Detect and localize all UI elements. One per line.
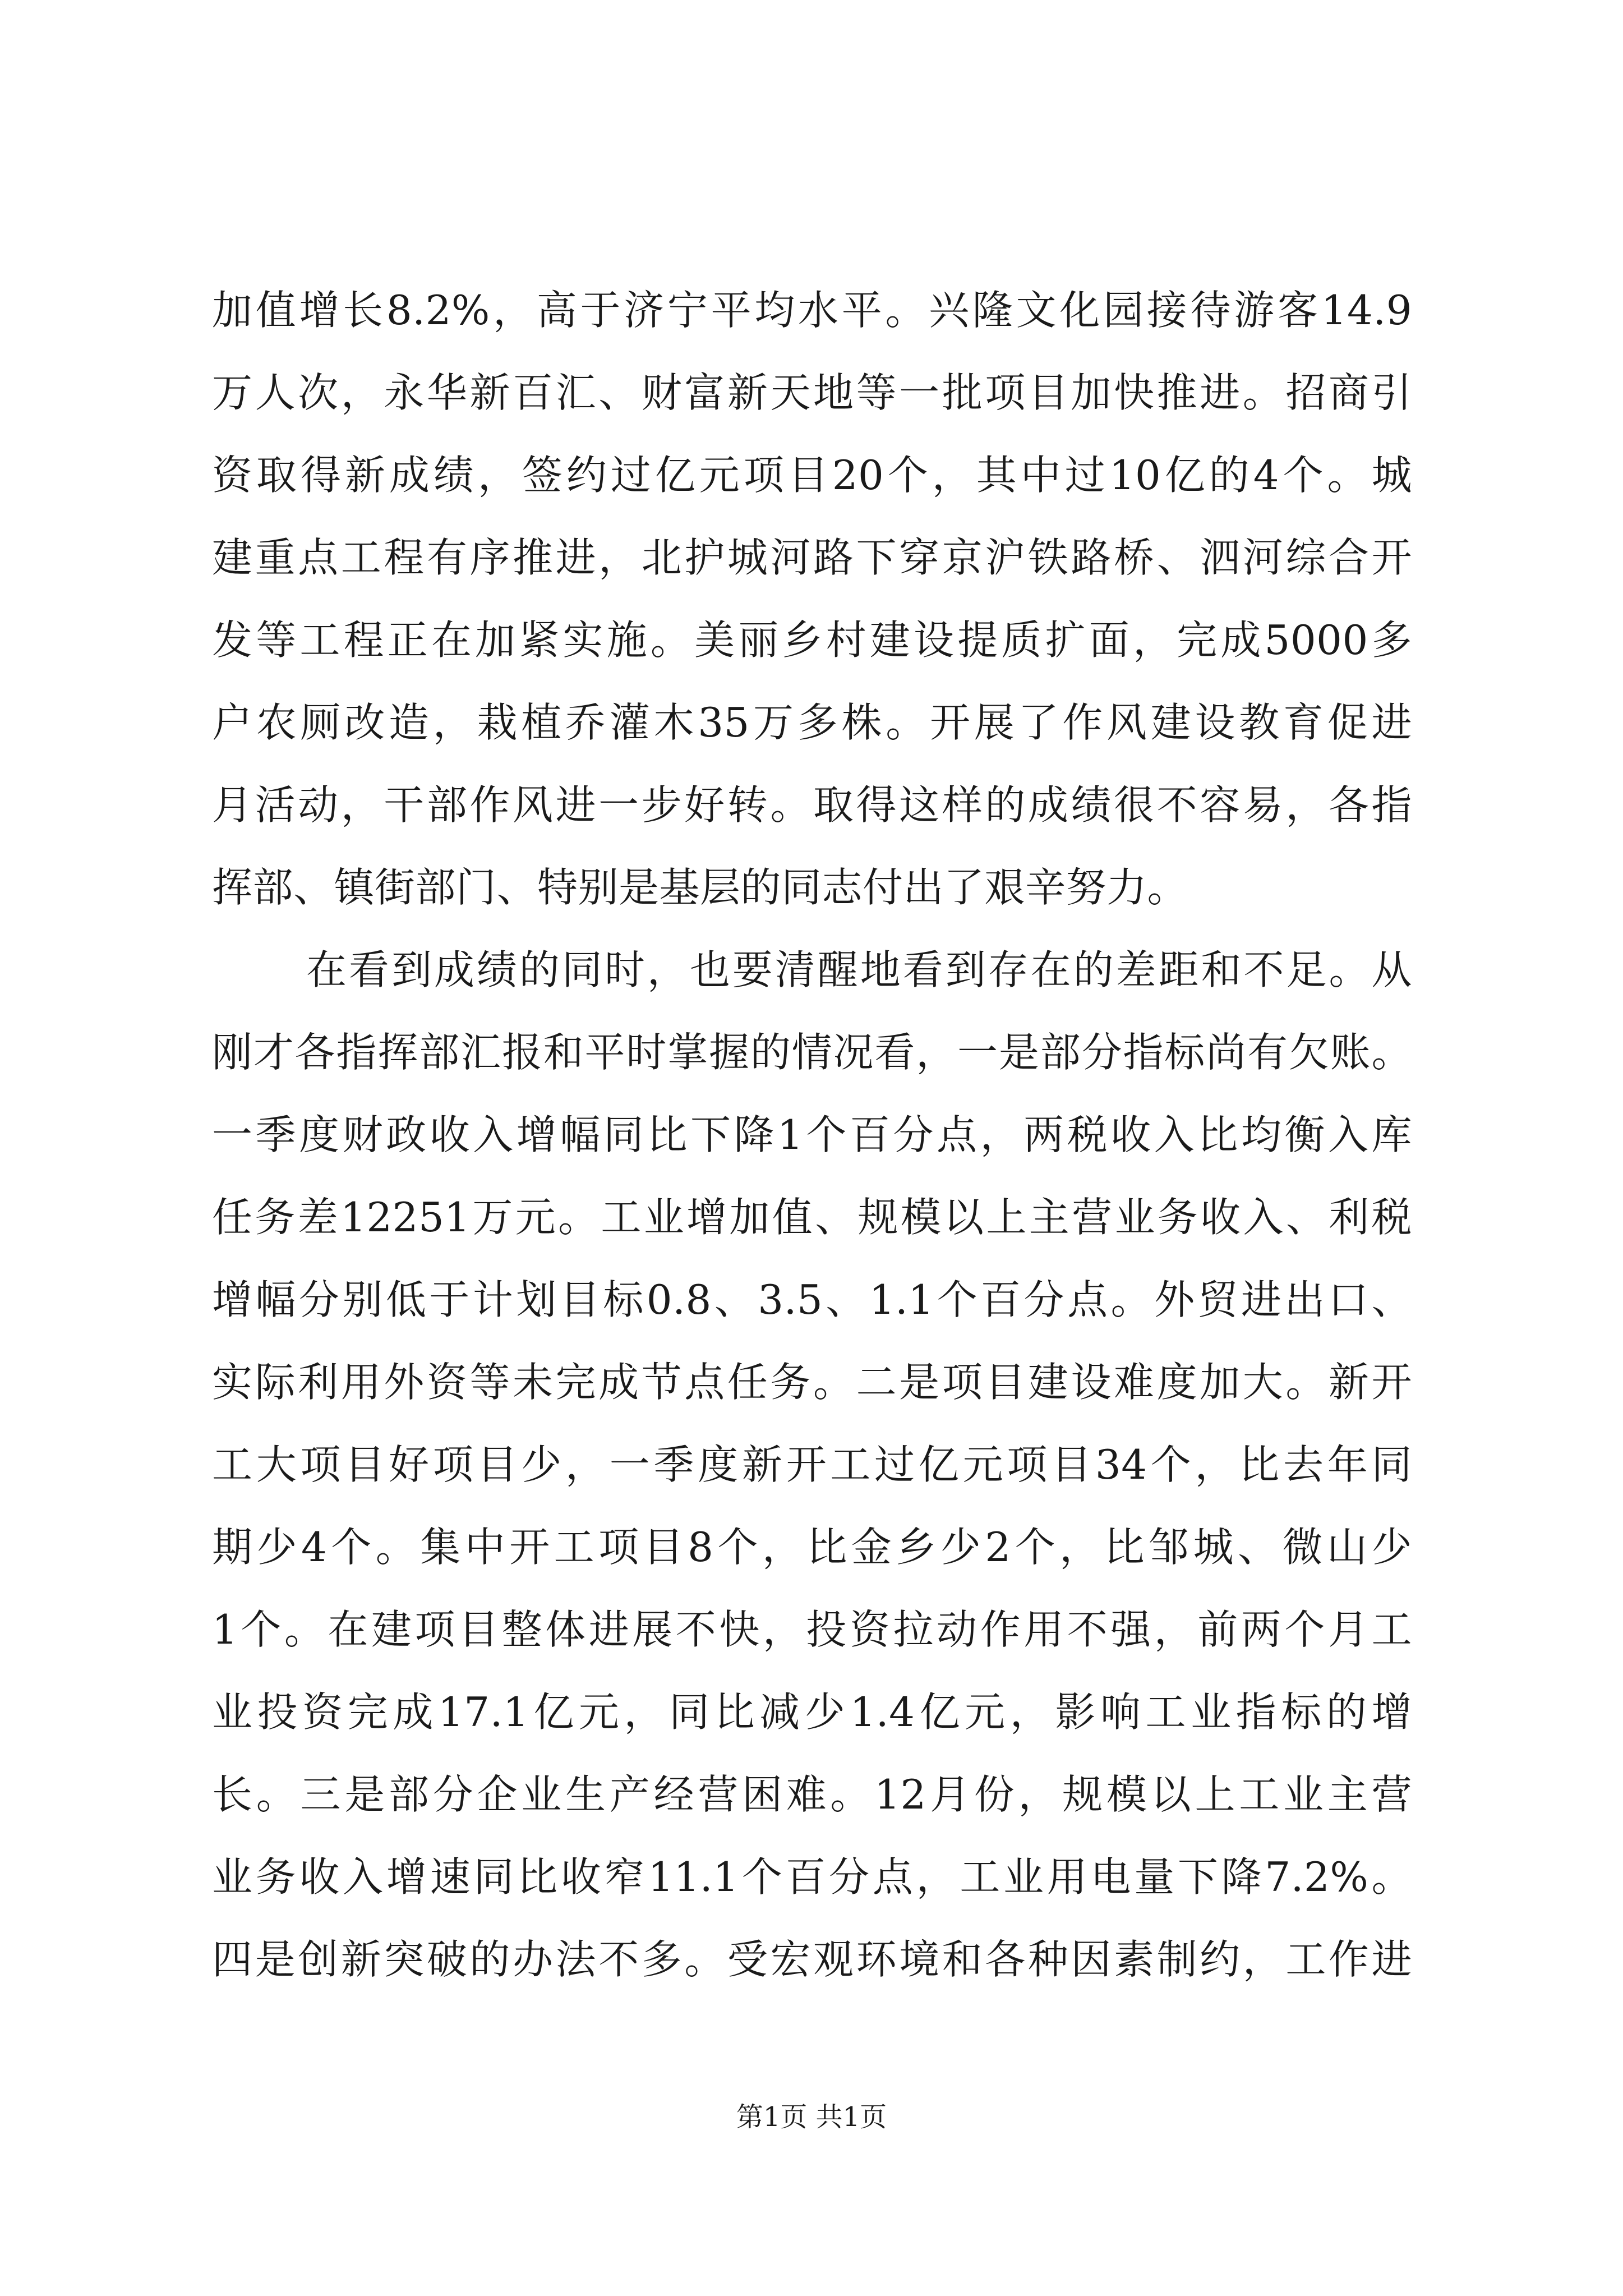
text-line: 万人次，永华新百汇、财富新天地等一批项目加快推进。招商引: [212, 369, 1412, 416]
text-line: 建重点工程有序推进，北护城河路下穿京沪铁路桥、泗河综合开: [212, 534, 1412, 581]
text-line: 工大项目好项目少，一季度新开工过亿元项目34个，比去年同: [212, 1441, 1412, 1488]
text-line: 实际利用外资等未完成节点任务。二是项目建设难度加大。新开: [212, 1359, 1412, 1406]
page-number-footer: 第1页 共1页: [736, 2101, 887, 2133]
document-body: [212, 269, 1412, 2001]
text-line: 期少4个。集中开工项目8个，比金乡少2个，比邹城、微山少: [212, 1524, 1412, 1571]
paragraph-first-line: 在看到成绩的同时，也要清醒地看到存在的差距和不足。从: [306, 946, 1412, 993]
text-line: 业投资完成17.1亿元，同比减少1.4亿元，影响工业指标的增: [212, 1688, 1412, 1736]
text-line: 月活动，干部作风进一步好转。取得这样的成绩很不容易，各指: [212, 781, 1412, 829]
text-line: 挥部、镇街部门、特别是基层的同志付出了艰辛努力。: [212, 864, 1188, 911]
text-line: 资取得新成绩，签约过亿元项目20个，其中过10亿的4个。城: [212, 452, 1412, 499]
text-line: 四是创新突破的办法不多。受宏观环境和各种因素制约，工作进: [212, 1936, 1412, 1983]
text-line: 业务收入增速同比收窄11.1个百分点，工业用电量下降7.2%。: [212, 1853, 1412, 1901]
text-line: 户农厕改造，栽植乔灌木35万多株。开展了作风建设教育促进: [212, 699, 1412, 746]
text-line: 增幅分别低于计划目标0.8、3.5、1.1个百分点。外贸进出口、: [212, 1276, 1412, 1323]
text-line: 加值增长8.2%，高于济宁平均水平。兴隆文化园接待游客14.9: [212, 287, 1412, 334]
text-line: 任务差12251万元。工业增加值、规模以上主营业务收入、利税: [212, 1194, 1412, 1241]
text-line: 一季度财政收入增幅同比下降1个百分点，两税收入比均衡入库: [212, 1111, 1412, 1158]
text-line: 发等工程正在加紧实施。美丽乡村建设提质扩面，完成5000多: [212, 616, 1412, 664]
text-line: 刚才各指挥部汇报和平时掌握的情况看，一是部分指标尚有欠账。: [212, 1029, 1412, 1076]
text-line: 1个。在建项目整体进展不快，投资拉动作用不强，前两个月工: [212, 1606, 1412, 1653]
text-line: 长。三是部分企业生产经营困难。12月份，规模以上工业主营: [212, 1771, 1412, 1818]
